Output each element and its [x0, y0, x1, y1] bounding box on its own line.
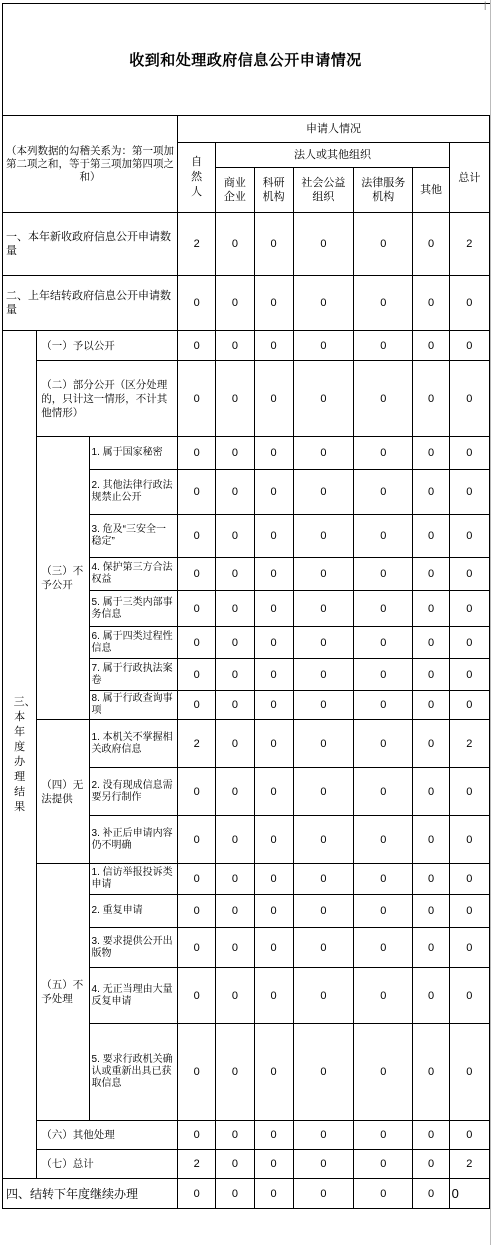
table-body — [3, 116, 490, 1209]
header-legal: 法人或其他组织 — [216, 143, 449, 168]
header-natural-text: 自然人 — [191, 156, 203, 198]
table-row — [3, 720, 490, 768]
value-cell: 0 — [354, 437, 413, 470]
value-cell: 0 — [216, 768, 254, 816]
header-other: 其他 — [413, 168, 449, 213]
value-cell: 0 — [254, 864, 293, 895]
value-cell: 0 — [293, 1121, 353, 1150]
table-row — [3, 361, 490, 437]
value-cell: 0 — [354, 470, 413, 515]
header-note: （本列数据的勾稽关系为：第一项加第二项之和，等于第三项加第四项之和） — [3, 116, 178, 213]
item-label: 1. 属于国家秘密 — [89, 437, 178, 470]
row-label-new: 一、本年新收政府信息公开申请数量 — [3, 213, 178, 276]
row-label-other-handling: （六）其他处理 — [37, 1121, 178, 1150]
value-cell: 0 — [178, 470, 216, 515]
value-cell: 0 — [354, 213, 413, 276]
value-cell: 0 — [354, 1150, 413, 1179]
value-cell: 0 — [293, 276, 353, 331]
value-cell: 0 — [354, 1121, 413, 1150]
value-cell: 0 — [293, 968, 353, 1024]
section-3-label-text: 三、本年度办理结果 — [13, 695, 36, 813]
value-cell: 0 — [449, 1024, 489, 1121]
value-cell: 0 — [413, 1121, 449, 1150]
value-cell: 2 — [178, 1150, 216, 1179]
value-cell: 0 — [216, 558, 254, 591]
item-label: 5. 要求行政机关确认或重新出具已获取信息 — [89, 1024, 178, 1121]
table-row — [3, 1121, 490, 1150]
value-cell: 0 — [413, 591, 449, 627]
item-label: 2. 没有现成信息需要另行制作 — [89, 768, 178, 816]
value-cell: 0 — [449, 691, 489, 720]
item-label: 2. 重复申请 — [89, 895, 178, 928]
value-cell: 0 — [178, 768, 216, 816]
value-cell: 0 — [413, 515, 449, 558]
value-cell: 0 — [254, 213, 293, 276]
value-cell: 0 — [254, 768, 293, 816]
value-cell: 0 — [254, 1024, 293, 1121]
value-cell: 0 — [178, 558, 216, 591]
value-cell: 0 — [449, 968, 489, 1024]
value-cell: 0 — [216, 331, 254, 361]
value-cell: 0 — [254, 659, 293, 691]
item-label: 4. 保护第三方合法权益 — [89, 558, 178, 591]
value-cell: 0 — [216, 1121, 254, 1150]
value-cell: 0 — [413, 816, 449, 864]
value-cell: 0 — [413, 968, 449, 1024]
value-cell: 0 — [178, 895, 216, 928]
value-cell: 0 — [354, 720, 413, 768]
table-row — [3, 1179, 490, 1209]
value-cell: 0 — [293, 720, 353, 768]
value-cell: 0 — [413, 470, 449, 515]
table-row — [3, 116, 490, 143]
section-3-label — [3, 331, 37, 1179]
header-total: 总计 — [449, 143, 489, 213]
value-cell: 0 — [413, 627, 449, 659]
value-cell: 0 — [178, 1121, 216, 1150]
value-cell: 0 — [254, 627, 293, 659]
value-cell: 0 — [449, 437, 489, 470]
item-label: 4. 无正当理由大量反复申请 — [89, 968, 178, 1024]
row-label-total: （七）总计 — [37, 1150, 178, 1179]
value-cell: 0 — [293, 659, 353, 691]
value-cell: 0 — [449, 591, 489, 627]
value-cell: 0 — [354, 331, 413, 361]
item-label: 1. 信访举报投诉类申请 — [89, 864, 178, 895]
value-cell: 2 — [178, 720, 216, 768]
value-cell: 0 — [178, 864, 216, 895]
value-cell: 0 — [354, 895, 413, 928]
value-cell: 0 — [293, 1024, 353, 1121]
value-cell: 0 — [254, 361, 293, 437]
header-social: 社会公益组织 — [293, 168, 353, 213]
value-cell: 0 — [293, 864, 353, 895]
value-cell: 0 — [413, 558, 449, 591]
value-cell: 0 — [413, 768, 449, 816]
value-cell: 0 — [216, 437, 254, 470]
value-cell: 0 — [178, 515, 216, 558]
value-cell: 0 — [254, 816, 293, 864]
value-cell: 0 — [216, 213, 254, 276]
value-cell: 0 — [413, 361, 449, 437]
table-row — [3, 864, 490, 895]
value-cell: 0 — [293, 591, 353, 627]
value-cell: 2 — [449, 213, 489, 276]
value-cell: 0 — [449, 768, 489, 816]
value-cell: 0 — [293, 928, 353, 968]
value-cell: 0 — [216, 1150, 254, 1179]
value-cell: 0 — [354, 659, 413, 691]
value-cell: 0 — [293, 515, 353, 558]
row-label-carry-forward: 四、结转下年度继续办理 — [3, 1179, 178, 1209]
value-cell: 0 — [254, 331, 293, 361]
value-cell: 2 — [178, 213, 216, 276]
value-cell: 0 — [293, 816, 353, 864]
value-cell: 0 — [293, 437, 353, 470]
value-cell: 0 — [254, 1179, 293, 1209]
value-cell: 0 — [354, 558, 413, 591]
item-label: 1. 本机关不掌握相关政府信息 — [89, 720, 178, 768]
category-not-processed: （五）不予处理 — [37, 864, 89, 1121]
header-applicant: 申请人情况 — [178, 116, 490, 143]
category-not-disclosed: （三）不予公开 — [37, 437, 89, 720]
header-natural — [178, 143, 216, 213]
value-cell: 0 — [293, 768, 353, 816]
value-cell: 0 — [293, 691, 353, 720]
value-cell: 0 — [413, 928, 449, 968]
table-row — [3, 437, 490, 470]
value-cell: 0 — [413, 331, 449, 361]
value-cell: 0 — [293, 1150, 353, 1179]
value-cell: 0 — [354, 968, 413, 1024]
value-cell: 0 — [178, 627, 216, 659]
value-cell: 0 — [413, 213, 449, 276]
sheet-gridline — [490, 0, 491, 1245]
value-cell: 0 — [354, 864, 413, 895]
value-cell: 0 — [293, 558, 353, 591]
value-cell: 0 — [449, 1179, 489, 1209]
value-cell: 0 — [216, 515, 254, 558]
value-cell: 0 — [178, 928, 216, 968]
value-cell: 0 — [449, 1121, 489, 1150]
value-cell: 0 — [216, 627, 254, 659]
value-cell: 0 — [216, 1024, 254, 1121]
value-cell: 0 — [449, 276, 489, 331]
header-research: 科研机构 — [254, 168, 293, 213]
value-cell: 0 — [216, 895, 254, 928]
value-cell: 0 — [449, 515, 489, 558]
item-label: 6. 属于四类过程性信息 — [89, 627, 178, 659]
value-cell: 0 — [449, 361, 489, 437]
row-label-carried: 二、上年结转政府信息公开申请数量 — [3, 276, 178, 331]
value-cell: 0 — [216, 591, 254, 627]
value-cell: 0 — [254, 591, 293, 627]
value-cell: 0 — [449, 895, 489, 928]
value-cell: 0 — [216, 361, 254, 437]
value-cell: 0 — [254, 1150, 293, 1179]
value-cell: 0 — [413, 1024, 449, 1121]
row-label-partial: （二）部分公开（区分处理的，只计这一情形，不计其他情形） — [37, 361, 178, 437]
value-cell: 0 — [293, 331, 353, 361]
value-cell: 0 — [254, 928, 293, 968]
value-cell: 0 — [354, 768, 413, 816]
value-cell: 0 — [254, 558, 293, 591]
item-label: 5. 属于三类内部事务信息 — [89, 591, 178, 627]
table-row — [3, 1150, 490, 1179]
value-cell: 0 — [413, 720, 449, 768]
value-cell: 0 — [354, 515, 413, 558]
value-cell: 0 — [354, 816, 413, 864]
value-cell: 0 — [216, 720, 254, 768]
item-label: 8. 属于行政查询事项 — [89, 691, 178, 720]
value-cell: 0 — [254, 437, 293, 470]
value-cell: 0 — [413, 276, 449, 331]
page-title: 收到和处理政府信息公开申请情况 — [129, 51, 362, 69]
value-cell: 0 — [216, 968, 254, 1024]
value-cell: 0 — [293, 470, 353, 515]
value-cell: 2 — [449, 1150, 489, 1179]
value-cell: 0 — [293, 895, 353, 928]
value-cell: 0 — [413, 864, 449, 895]
value-cell: 0 — [449, 864, 489, 895]
value-cell: 0 — [449, 659, 489, 691]
item-label: 3. 危及“三安全一稳定” — [89, 515, 178, 558]
value-cell: 0 — [413, 659, 449, 691]
value-cell: 0 — [178, 968, 216, 1024]
value-cell: 0 — [413, 895, 449, 928]
value-cell: 0 — [354, 627, 413, 659]
value-cell: 0 — [178, 361, 216, 437]
table-row — [3, 276, 490, 331]
header-law-service: 法律服务机构 — [354, 168, 413, 213]
item-label: 3. 补正后申请内容仍不明确 — [89, 816, 178, 864]
value-cell: 0 — [293, 627, 353, 659]
table-row — [3, 213, 490, 276]
value-cell: 0 — [254, 691, 293, 720]
value-cell: 0 — [449, 331, 489, 361]
value-cell: 2 — [449, 720, 489, 768]
value-cell: 0 — [449, 470, 489, 515]
value-cell: 0 — [178, 591, 216, 627]
value-cell: 0 — [354, 928, 413, 968]
value-cell: 0 — [254, 968, 293, 1024]
value-cell: 0 — [216, 691, 254, 720]
table-row — [3, 331, 490, 361]
value-cell: 0 — [413, 691, 449, 720]
value-cell: 0 — [216, 659, 254, 691]
value-cell: 0 — [178, 331, 216, 361]
value-cell: 0 — [293, 213, 353, 276]
value-cell: 0 — [254, 276, 293, 331]
value-cell: 0 — [449, 558, 489, 591]
value-cell: 0 — [178, 659, 216, 691]
value-cell: 0 — [178, 437, 216, 470]
row-label-disclosed: （一）予以公开 — [37, 331, 178, 361]
value-cell: 0 — [254, 470, 293, 515]
value-cell: 0 — [178, 816, 216, 864]
value-cell: 0 — [216, 816, 254, 864]
value-cell: 0 — [354, 1024, 413, 1121]
value-cell: 0 — [254, 1121, 293, 1150]
value-cell: 0 — [354, 691, 413, 720]
value-cell: 0 — [216, 1179, 254, 1209]
item-label: 2. 其他法律行政法规禁止公开 — [89, 470, 178, 515]
value-cell: 0 — [216, 928, 254, 968]
value-cell: 0 — [293, 1179, 353, 1209]
value-cell: 0 — [293, 361, 353, 437]
item-label: 7. 属于行政执法案卷 — [89, 659, 178, 691]
value-cell: 0 — [354, 1179, 413, 1209]
value-cell: 0 — [449, 816, 489, 864]
value-cell: 0 — [254, 515, 293, 558]
category-cannot-provide: （四）无法提供 — [37, 720, 89, 864]
value-cell: 0 — [178, 1179, 216, 1209]
value-cell: 0 — [254, 720, 293, 768]
value-cell: 0 — [413, 1150, 449, 1179]
value-cell: 0 — [449, 627, 489, 659]
value-cell: 0 — [216, 470, 254, 515]
value-cell: 0 — [216, 864, 254, 895]
value-cell: 0 — [354, 361, 413, 437]
value-cell: 0 — [178, 276, 216, 331]
value-cell: 0 — [449, 928, 489, 968]
value-cell: 0 — [354, 591, 413, 627]
header-commercial: 商业企业 — [216, 168, 254, 213]
corner-mark: | — [484, 0, 487, 10]
value-cell: 0 — [178, 691, 216, 720]
applications-table — [2, 115, 490, 1209]
value-cell: 0 — [413, 1179, 449, 1209]
value-cell: 0 — [354, 276, 413, 331]
value-cell: 0 — [254, 895, 293, 928]
value-cell: 0 — [178, 1024, 216, 1121]
item-label: 3. 要求提供公开出版物 — [89, 928, 178, 968]
value-cell: 0 — [413, 437, 449, 470]
value-cell: 0 — [216, 276, 254, 331]
